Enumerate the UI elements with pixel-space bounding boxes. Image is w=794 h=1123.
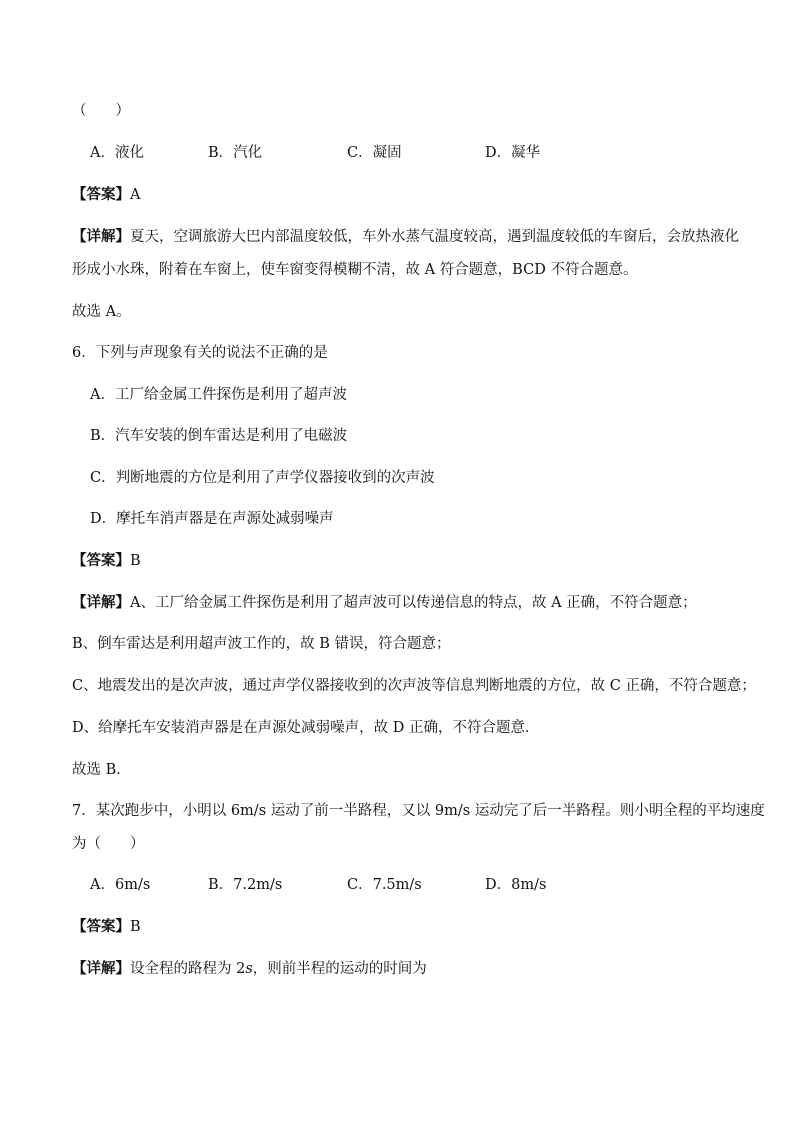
detail-variable: s [245, 961, 253, 977]
q6-detail-line-2: B、倒车雷达是利用超声波工作的，故 B 错误，符合题意； [72, 636, 451, 652]
q7-option-d: D．8m/s [485, 877, 547, 893]
q5-option-b: B．汽化 [208, 145, 263, 161]
q7-option-c: C．7.5m/s [347, 877, 422, 893]
detail-text: A、工厂给金属工件探伤是利用了超声波可以传递信息的特点，故 A 正确，不符合题意； [130, 595, 697, 611]
q6-detail-line-3: C、地震发出的是次声波，通过声学仪器接收到的次声波等信息判断地震的方位，故 C 正确，不符合题意； [72, 678, 756, 694]
detail-text-a: 设全程的路程为 2 [130, 961, 246, 977]
q6-stem: 6．下列与声现象有关的说法不正确的是 [72, 345, 328, 361]
q6-detail-line-4: D、给摩托车安装消声器是在声源处减弱噪声，故 D 正确，不符合题意． [72, 720, 540, 736]
answer-label: 【答案】 [72, 918, 130, 935]
detail-text: 夏天，空调旅游大巴内部温度较低，车外水蒸气温度较高，遇到温度较低的车窗后，会放热液化 [130, 229, 739, 245]
q5-option-a: A．液化 [90, 145, 144, 161]
q6-answer [72, 551, 141, 571]
q5-answer [72, 185, 140, 205]
detail-text-b: ，则前半程的运动的时间为 [252, 961, 427, 977]
q7-stem-line-2: 为（ ） [72, 836, 145, 852]
q5-detail-line-1 [72, 227, 739, 247]
answer-value: B [130, 919, 141, 935]
q7-option-b: B．7.2m/s [208, 877, 283, 893]
q5-option-c: C．凝固 [347, 145, 402, 161]
detail-label: 【详解】 [72, 960, 130, 977]
detail-label: 【详解】 [72, 228, 130, 245]
q6-option-c: C．判断地震的方位是利用了声学仪器接收到的次声波 [90, 470, 435, 486]
q5-conclusion: 故选 A。 [72, 304, 131, 320]
q7-detail-line-1 [72, 959, 427, 979]
q7-option-a: A．6m/s [90, 877, 151, 893]
answer-label: 【答案】 [72, 186, 130, 203]
q6-detail-line-1 [72, 593, 697, 613]
q6-option-d: D．摩托车消声器是在声源处减弱噪声 [90, 511, 334, 527]
q5-option-d: D．凝华 [485, 145, 541, 161]
q7-stem-line-1: 7．某次跑步中，小明以 6m/s 运动了前一半路程，又以 9m/s 运动完了后一半路程。则小明全程的平均速度 [72, 803, 765, 819]
q6-option-a: A．工厂给金属工件探伤是利用了超声波 [90, 387, 347, 403]
q7-answer [72, 917, 141, 937]
answer-value: A [130, 187, 141, 203]
q6-option-b: B．汽车安装的倒车雷达是利用了电磁波 [90, 428, 348, 444]
q5-detail-line-2: 形成小水珠，附着在车窗上，使车窗变得模糊不清，故 A 符合题意，BCD 不符合题意。 [72, 262, 638, 278]
detail-label: 【详解】 [72, 594, 130, 611]
q6-conclusion: 故选 B． [72, 762, 131, 778]
answer-value: B [130, 553, 141, 569]
answer-label: 【答案】 [72, 552, 130, 569]
q5-paren: （ ） [72, 103, 130, 119]
